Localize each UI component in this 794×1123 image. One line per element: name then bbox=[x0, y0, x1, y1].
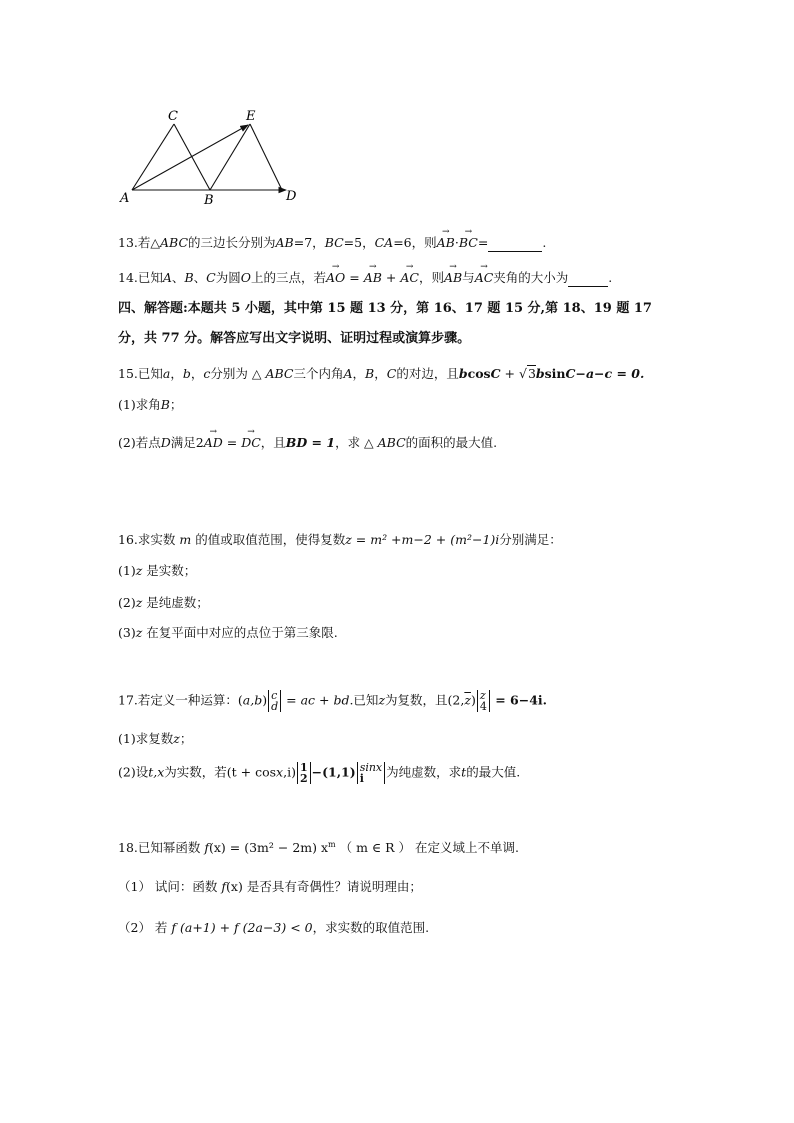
question-18: 18.已知幂函数 f(x) = (3m² − 2m) $x^m$ （ m ∈ R ） 在定义域上不单调. bbox=[118, 840, 519, 856]
label-b: B bbox=[204, 193, 214, 208]
matrix-12: 1 2 bbox=[297, 762, 311, 784]
section-heading-line-2: 分，共 77 分。解答应写出文字说明、证明过程或演算步骤。 bbox=[118, 331, 471, 346]
segment-be bbox=[210, 124, 250, 190]
question-15-part-2: (2)若点D满足2→ AD = → DC，且BD = 1，求 △ ABC的面积的最大值. bbox=[118, 430, 497, 452]
question-18-part-2: （2） 若 f (a+1) + f (2a−3) < 0，求实数的取值范围. bbox=[118, 920, 430, 935]
matrix-sinx-i: sinx i bbox=[357, 762, 385, 784]
matrix-cd: c d bbox=[268, 690, 281, 712]
answer-blank bbox=[488, 237, 542, 252]
segment-ac bbox=[132, 124, 174, 190]
section-heading-line-1: 四、解答题:本题共 5 小题，其中第 15 题 13 分，第 16、17 题 15 分,第 18、19 题 17 bbox=[118, 301, 652, 316]
question-13: 13.若△ABC的三边长分别为AB=7，BC=5，CA=6，则→ AB·→ BC= . bbox=[118, 230, 546, 252]
answer-blank bbox=[568, 272, 608, 287]
question-16-part-2: (2)z 是纯虚数； bbox=[118, 595, 209, 610]
segment-ed bbox=[250, 124, 282, 190]
question-14: 14.已知A、B、C为圆O上的三点，若→ AO = → AB + → AC，则→ AB与→ AC夹角的大小为 . bbox=[118, 265, 612, 287]
question-15: 15.已知a，b，c分别为 △ ABC三个内角A，B，C的对边，且bcosC + √3bsinC−a−c = 0. bbox=[118, 366, 645, 381]
question-16: 16.求实数 m 的值或取值范围，使得复数z = m² +m−2 + (m²−1)i分别满足： bbox=[118, 532, 562, 547]
vector-ae bbox=[132, 125, 248, 190]
geometry-figure bbox=[118, 104, 308, 208]
question-17-part-2: (2)设t,x为实数，若(t + cosx,i) 1 2 −(1,1) sinx i 为纯虚数，求t的最大值. bbox=[118, 761, 521, 785]
label-d: D bbox=[286, 189, 297, 204]
matrix-z4: z 4 bbox=[477, 690, 490, 712]
label-e: E bbox=[246, 109, 256, 124]
question-15-part-1: (1)求角B； bbox=[118, 397, 183, 412]
label-a: A bbox=[120, 191, 130, 206]
question-17: 17.若定义一种运算：(a,b) c d = ac + bd.已知z为复数，且$(2,\overline{z})$ z 4 = 6−4i. bbox=[118, 689, 547, 713]
question-17-part-1: (1)求复数z； bbox=[118, 731, 193, 746]
question-16-part-3: (3)z 在复平面中对应的点位于第三象限. bbox=[118, 625, 338, 640]
question-16-part-1: (1)z 是实数； bbox=[118, 563, 197, 578]
label-c: C bbox=[168, 109, 178, 124]
question-18-part-1: （1） 试问：函数 f(x) 是否具有奇偶性？请说明理由； bbox=[118, 879, 422, 894]
